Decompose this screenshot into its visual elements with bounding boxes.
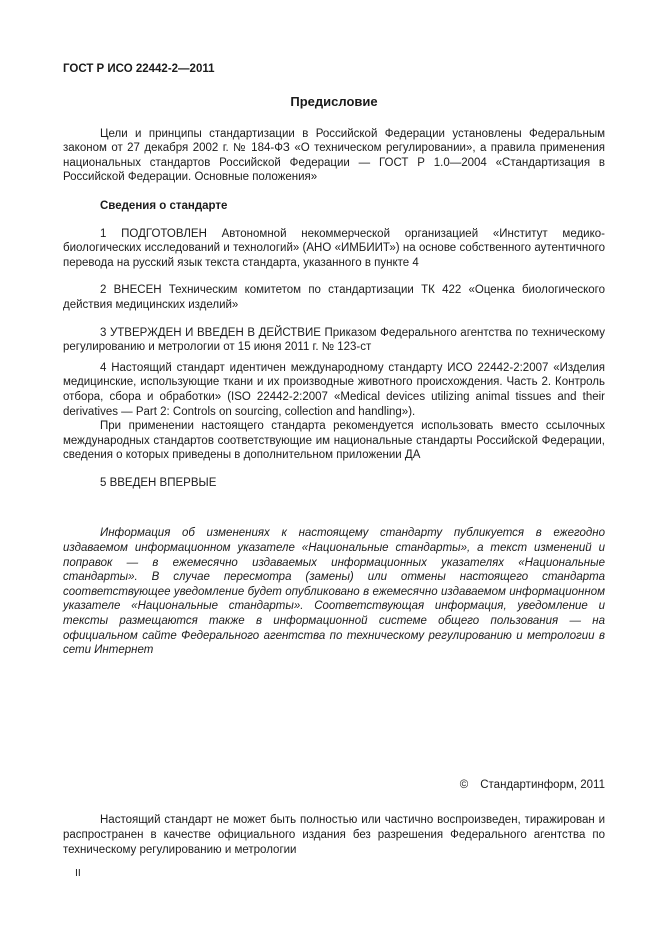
copyright-icon: © (459, 778, 469, 791)
copyright-text: Стандартинформ, 2011 (480, 778, 605, 791)
standard-info-item-2: 2 ВНЕСЕН Техническим комитетом по стандартизации ТК 422 «Оценка биологического действия медицинских изделий» (63, 284, 605, 311)
intro-paragraph: Цели и принципы стандартизации в Российской Федерации установлены Федеральным законом от 27 декабря 2002 г. № 184-ФЗ «О техническом регулировании», а правила применения национальных стандартов Российской Федерации — ГОСТ Р 1.0—2004 «Стандартизация в Российской Федерации. Основные положения» (63, 127, 605, 184)
availability-note: Информация об изменениях к настоящему стандарту публикуется в ежегодно издаваемом информационном указателе «Национальные стандарты», а текст изменений и поправок — в ежемесячно издаваемых информационных указателях «Национальные стандарты». В случае пересмотра (замены) или отмены настоящего стандарта соответствующее уведомление будет опубликовано в ежемесячно издаваемом информационном указателе «Национальные стандарты». Соответствующая информация, уведомление и тексты размещаются также в информационной системе общего пользования — на официальном сайте Федерального агентства по техническому регулированию и метрологии в сети Интернет (63, 527, 605, 657)
page-number: II (75, 867, 81, 880)
copyright-line (63, 778, 605, 793)
restriction-note: Настоящий стандарт не может быть полностью или частично воспроизведен, тиражирован и распространен в качестве официального издания без разрешения Федерального агентства по техническому регулированию и метрологии (63, 814, 605, 856)
item4-continuation-note: При применении настоящего стандарта рекомендуется использовать вместо ссылочных международных стандартов соответствующие им национальные стандарты Российской Федерации, сведения о которых приведены в дополнительном приложении ДА (63, 420, 605, 462)
section-heading: Сведения о стандарте (100, 199, 228, 212)
standard-info-item-4: 4 Настоящий стандарт идентичен международному стандарту ИСО 22442-2:2007 «Изделия медицинские, использующие ткани и их производные животного происхождения. Часть 2. Контроль отбора, сбора и обработки» (ISO 22442-2:2007 «Medical devices utilizing animal tissues and their derivatives — Part 2: Controls on sourcing, collection and handling»). (63, 361, 605, 418)
doc-number: ГОСТ Р ИСО 22442-2—2011 (63, 63, 215, 75)
standard-info-item-1: 1 ПОДГОТОВЛЕН Автономной некоммерческой организацией «Институт медико-биологических исследований и технологий» (АНО «ИМБИИТ») на основе собственного аутентичного перевода на русский язык текста стандарта, указанного в пункте 4 (63, 227, 605, 269)
page-title: Предисловие (290, 93, 378, 109)
standard-info-item-5: 5 ВВЕДЕН ВПЕРВЫЕ (100, 476, 217, 489)
standard-info-item-3: 3 УТВЕРЖДЕН И ВВЕДЕН В ДЕЙСТВИЕ Приказом Федерального агентства по техническому регулированию и метрологии от 15 июня 2011 г. № 123-ст (63, 326, 605, 354)
